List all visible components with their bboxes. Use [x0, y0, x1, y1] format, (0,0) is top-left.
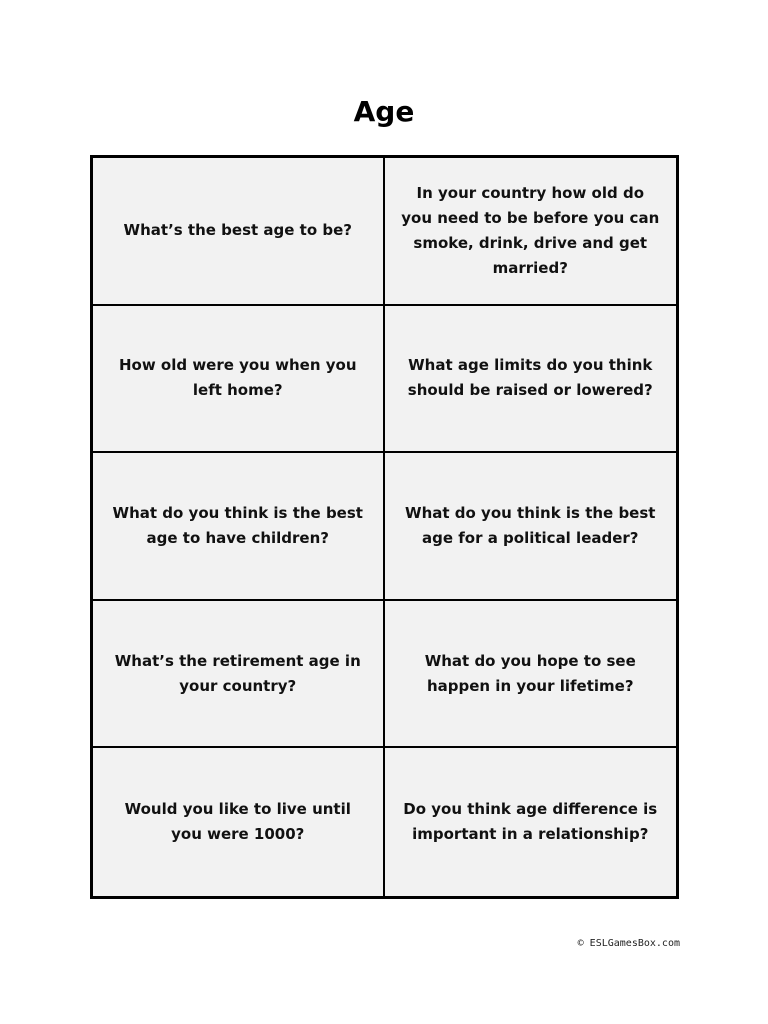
question-card [93, 601, 385, 749]
page-title: Age [353, 95, 415, 128]
question-card [93, 158, 385, 306]
copyright-footer: © ESLGamesBox.com [577, 938, 680, 949]
question-text: What’s the retirement age in your country? [114, 651, 361, 695]
question-card [93, 306, 385, 454]
question-text: What age limits do you think should be raised or lowered? [407, 356, 653, 400]
question-text: Do you think age difference is important in a relationship? [403, 800, 658, 844]
question-text: In your country how old do you need to be before you can smoke, drink, drive and get married? [401, 183, 660, 277]
question-text: What do you think is the best age for a political leader? [405, 503, 656, 547]
question-text: What do you hope to see happen in your lifetime? [424, 651, 636, 695]
question-card [385, 601, 677, 749]
question-card [93, 748, 385, 896]
question-card [385, 158, 677, 306]
question-card [385, 748, 677, 896]
question-card-grid [90, 155, 679, 899]
question-text: What do you think is the best age to have children? [112, 503, 363, 547]
question-card [93, 453, 385, 601]
question-text: Would you like to live until you were 1000? [124, 800, 351, 844]
question-card [385, 453, 677, 601]
question-text: How old were you when you left home? [118, 356, 357, 400]
question-text: What’s the best age to be? [123, 221, 352, 240]
question-card [385, 306, 677, 454]
